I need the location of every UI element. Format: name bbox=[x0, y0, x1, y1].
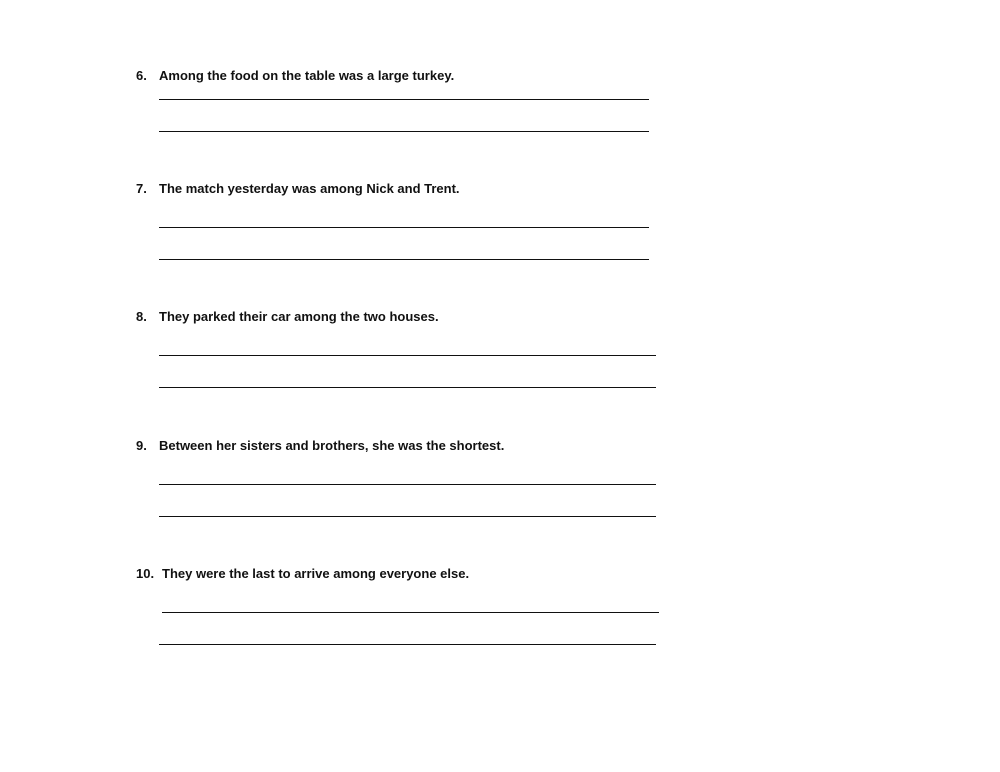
answer-line[interactable] bbox=[162, 612, 659, 613]
answer-line[interactable] bbox=[159, 516, 656, 517]
question-number: 6. bbox=[136, 68, 147, 83]
question-text: They were the last to arrive among everyone else. bbox=[162, 566, 470, 581]
answer-line[interactable] bbox=[159, 99, 649, 100]
question-text: Among the food on the table was a large turkey. bbox=[159, 68, 455, 83]
question-text: The match yesterday was among Nick and Trent. bbox=[159, 181, 460, 196]
answer-line[interactable] bbox=[159, 355, 656, 356]
answer-line[interactable] bbox=[159, 131, 649, 132]
answer-line[interactable] bbox=[159, 387, 656, 388]
answer-line[interactable] bbox=[159, 227, 649, 228]
question-number: 8. bbox=[136, 309, 147, 324]
answer-line[interactable] bbox=[159, 644, 656, 645]
answer-line[interactable] bbox=[159, 484, 656, 485]
question-number: 7. bbox=[136, 181, 147, 196]
answer-line[interactable] bbox=[159, 259, 649, 260]
question-text: Between her sisters and brothers, she was the shortest. bbox=[159, 438, 505, 453]
question-number: 9. bbox=[136, 438, 147, 453]
question-number: 10. bbox=[136, 566, 155, 581]
question-text: They parked their car among the two houses. bbox=[159, 309, 439, 324]
